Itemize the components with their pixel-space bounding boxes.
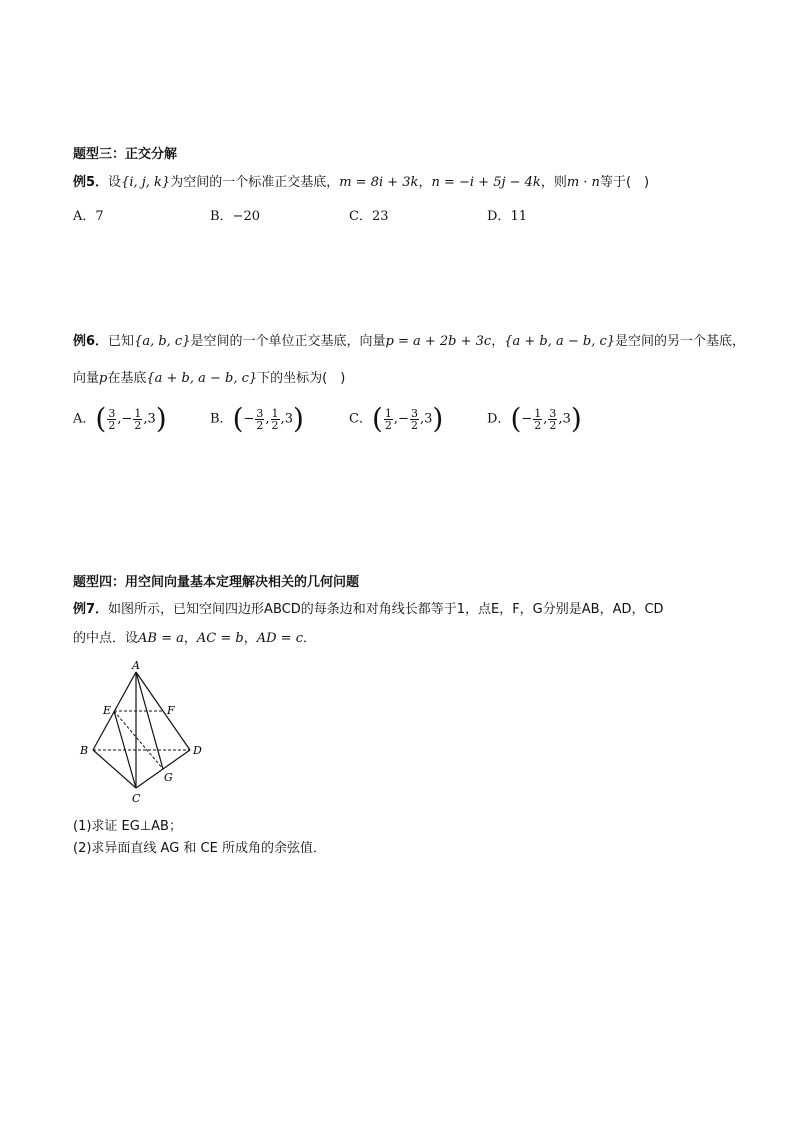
vector-p-expr: p = a + 2b + 3c: [385, 334, 492, 349]
point-label-f: F: [167, 704, 175, 717]
example6-option-c: C．( $\frac{1}{2}$ ,− $\frac{3}{2}$ ,3): [349, 402, 444, 435]
example6-stem-line2: 向量p在基底{a + b, a − b, c}下的坐标为( ): [73, 371, 346, 386]
point-label-e: E: [103, 704, 112, 717]
point-label-c: C: [132, 792, 141, 805]
edge-bc: [93, 750, 136, 788]
question-2: (2)求异面直线 AG 和 CE 所成角的余弦值．: [73, 841, 326, 856]
example6-label: 例6．: [73, 334, 109, 349]
segment-ec: [114, 711, 136, 788]
basis-abc: {a, b, c}: [134, 334, 191, 349]
example5-option-d: D．11: [487, 209, 527, 224]
example5-option-c: C．23: [349, 209, 389, 224]
section4-title: 题型四：用空间向量基本定理解决相关的几何问题: [73, 575, 360, 590]
point-label-a: A: [132, 660, 140, 672]
example5-stem: 例5．设{i, j, k}为空间的一个标准正交基底，m = 8i + 3k，n = −i + 5j − 4k，则m · n等于( ): [73, 175, 650, 190]
section3-title: 题型三：正交分解: [73, 147, 178, 162]
question-1: (1)求证 EG⊥AB；: [73, 819, 182, 834]
example7-stem-line2: 的中点．设AB = a，AC = b，AD = c．: [73, 631, 316, 646]
vector-ac: AC = b: [196, 631, 244, 646]
example5-option-a: A．7: [73, 209, 104, 224]
basis-second-ref: {a + b, a − b, c}: [146, 371, 258, 386]
example5-option-b: B．−20: [210, 209, 260, 224]
example5-label: 例5．: [73, 175, 109, 190]
basis-ijk: {i, j, k}: [121, 175, 171, 190]
example6-stem-line1: 例6．已知{a, b, c}是空间的一个单位正交基底，向量p = a + 2b + 3c，{a + b, a − b, c}是空间的另一个基底，: [73, 334, 746, 349]
dot-product-mn: m · n: [566, 175, 600, 190]
example7-label: 例7．: [73, 602, 109, 617]
point-label-b: B: [80, 744, 89, 757]
point-label-g: G: [164, 771, 173, 784]
segment-ag: [136, 672, 163, 769]
vector-ad: AD = c: [256, 631, 303, 646]
segment-eg: [114, 711, 163, 769]
tetrahedron-diagram: [72, 660, 212, 810]
example6-option-d: D．(− $\frac{1}{2}$ , $\frac{3}{2}$ ,3): [487, 402, 582, 435]
vector-m: m = 8i + 3k: [339, 175, 419, 190]
example6-option-a: A．( $\frac{3}{2}$ ,− $\frac{1}{2}$ ,3): [73, 402, 167, 435]
example7-stem-line1: 例7．如图所示，已知空间四边形ABCD的每条边和对角线长都等于1，点E，F，G分别是AB，AD，CD: [73, 602, 664, 617]
basis-second: {a + b, a − b, c}: [504, 334, 616, 349]
point-label-d: D: [193, 744, 202, 757]
vector-ab: AB = a: [138, 631, 184, 646]
vector-n: n = −i + 5j − 4k: [431, 175, 541, 190]
example6-option-b: B．(− $\frac{3}{2}$ , $\frac{1}{2}$ ,3): [210, 402, 304, 435]
vector-p: p: [99, 371, 108, 386]
